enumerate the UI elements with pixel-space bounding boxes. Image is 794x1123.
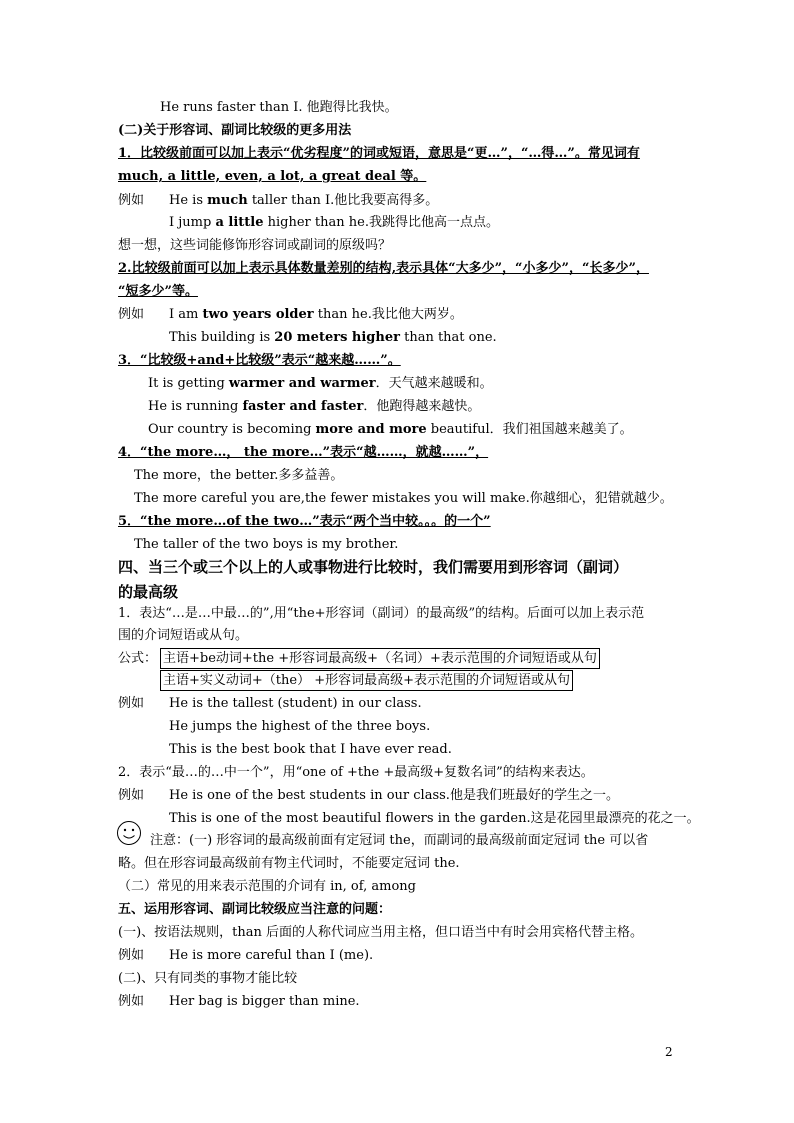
rule-2-text: 2.比较级前面可以加上表示具体数量差别的结构,表示具体“大多少”，“小多少”，“长多少”，	[118, 261, 649, 276]
formula-box	[160, 670, 573, 691]
example-line	[169, 305, 463, 325]
emphasis: warmer and warmer	[228, 376, 376, 391]
example-line: This is the best book that I have ever read.	[169, 742, 452, 757]
text: taller than I.他比我要高得多。	[247, 193, 439, 208]
example-line: The more careful you are,the fewer mistakes you will make.你越细心，犯错就越少。	[134, 491, 673, 506]
formula-label: 公式：	[118, 651, 158, 666]
example-line: He jumps the highest of the three boys.	[169, 719, 431, 734]
text: beautiful．我们祖国越来越美了。	[426, 422, 633, 437]
smiley-icon	[116, 820, 142, 846]
rule-text-cont: 围的介词短语或从句。	[118, 628, 249, 643]
text: I am	[169, 307, 203, 322]
formula-1: 主语+be动词+the +形容词最高级+（名词）+表示范围的介词短语或从句	[160, 648, 600, 669]
example-line: He is the tallest (student) in our class.	[169, 696, 422, 711]
example-line: Her bag is bigger than mine.	[169, 994, 360, 1009]
text: higher than he.我跳得比他高一点点。	[263, 215, 499, 230]
example-line: He runs faster than I. 他跑得比我快。	[160, 100, 398, 115]
example-line: He is more careful than I (me).	[169, 948, 374, 963]
page-number: 2	[665, 1045, 673, 1059]
text: This building is	[169, 330, 275, 345]
note-line-cont: 略。但在形容词最高级前有物主代词时，不能要定冠词 the.	[118, 856, 460, 871]
example-line	[148, 374, 493, 394]
formula-box	[160, 648, 600, 669]
section-heading: (二)关于形容词、副词比较级的更多用法	[118, 123, 352, 138]
text: than he.我比他大两岁。	[313, 307, 463, 322]
rule-text: (二)、只有同类的事物才能比较	[118, 971, 298, 986]
example-label: 例如	[118, 948, 145, 963]
rule-4-text: 4．“the more…， the more…”表示“越……，就越……”，	[118, 445, 489, 460]
example-line	[169, 328, 497, 348]
rule-1-text: 1．比较级前面可以加上表示“优劣程度”的词或短语，意思是“更…”，“…得…”。常见词有	[118, 146, 640, 161]
example-line	[148, 397, 480, 417]
emphasis: two years older	[202, 307, 314, 322]
text: Our country is becoming	[148, 422, 316, 437]
text: I jump	[169, 215, 216, 230]
emphasis: 20 meters higher	[274, 330, 400, 345]
text: ．他跑得越来越快。	[363, 399, 481, 414]
example-label: 例如	[118, 994, 145, 1009]
question-line: 想一想，这些词能修饰形容词或副词的原级吗？	[118, 238, 392, 253]
text: than that one.	[399, 330, 497, 345]
section-four-heading-cont: 的最高级	[118, 583, 179, 601]
formula-2: 主语+实义动词+（the） +形容词最高级+表示范围的介词短语或从句	[160, 670, 573, 691]
rule-1-text-cont: much, a little, even, a lot, a great deal 等。	[118, 169, 427, 184]
rule-2-text-cont: “短多少”等。	[118, 284, 198, 299]
text: ．天气越来越暖和。	[375, 376, 493, 391]
note-line: 注意：(一) 形容词的最高级前面有定冠词 the，而副词的最高级前面定冠词 the 可以省	[150, 833, 649, 848]
example-label: 例如	[118, 193, 145, 208]
example-line	[148, 420, 633, 440]
rule-text: 1．表达“…是…中最…的”,用“the+形容词（副词）的最高级”的结构。后面可以加上表示范	[118, 606, 645, 621]
rule-3-text: 3．“比较级+and+比较级”表示“越来越……”。	[118, 353, 401, 368]
rule-text: (一)、按语法规则，than 后面的人称代词应当用主格，但口语当中有时会用宾格代替主格。	[118, 925, 643, 940]
example-line: This is one of the most beautiful flowers in the garden.这是花园里最漂亮的花之一。	[169, 811, 700, 826]
text: He is	[169, 193, 208, 208]
text: It is getting	[148, 376, 229, 391]
example-label: 例如	[118, 307, 145, 322]
example-line: The taller of the two boys is my brother.	[134, 537, 399, 552]
example-line: He is one of the best students in our class.他是我们班最好的学生之一。	[169, 788, 619, 803]
example-line	[169, 213, 499, 233]
section-five-heading: 五、运用形容词、副词比较级应当注意的问题：	[118, 902, 392, 917]
example-line: The more，the better.多多益善。	[134, 468, 344, 483]
rule-text: 2．表示“最…的…中一个”，用“one of +the +最高级+复数名词”的结构来表达。	[118, 765, 594, 780]
emphasis: much	[207, 193, 248, 208]
rule-5-text: 5．“the more…of the two…”表示“两个当中较。。。的一个”	[118, 514, 491, 529]
example-label: 例如	[118, 696, 145, 711]
section-four-heading: 四、当三个或三个以上的人或事物进行比较时，我们需要用到形容词（副词）	[118, 558, 629, 576]
note-line: （二）常见的用来表示范围的介词有 in, of, among	[118, 879, 416, 894]
emphasis: more and more	[315, 422, 427, 437]
example-label: 例如	[118, 788, 145, 803]
example-line	[169, 191, 438, 211]
emphasis: faster and faster	[242, 399, 364, 414]
emphasis: a little	[215, 215, 264, 230]
text: He is running	[148, 399, 243, 414]
